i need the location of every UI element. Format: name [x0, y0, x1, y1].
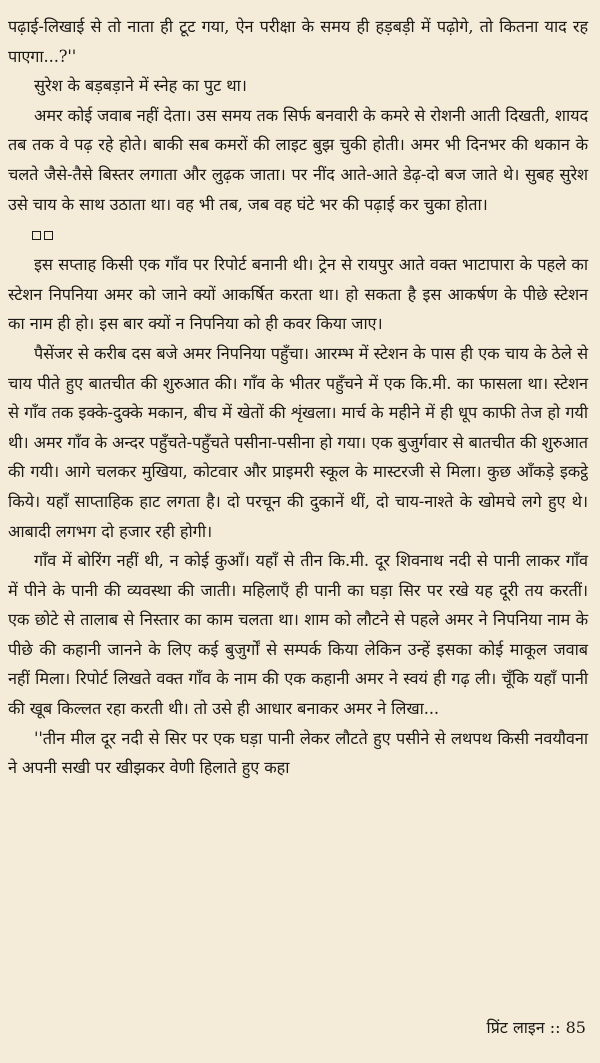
paragraph-3: अमर कोई जवाब नहीं देता। उस समय तक सिर्फ बनवारी के कमरे से रोशनी आती दिखती, शायद तब तक वे पढ़ रहे होते। बाकी सब कमरों की लाइट बुझ चुकी होती। अमर भी दिनभर की थकान के चलते जैसे-तैसे बिस्तर लगाता और लुढ़क जाता। पर नींद आते-आते डेढ़-दो बज जाते थे। सुबह सुरेश उसे चाय के साथ उठाता था। वह भी तब, जब वह घंटे भर की पढ़ाई कर चुका होता। — [8, 105, 588, 214]
paragraph-4: इस सप्ताह किसी एक गाँव पर रिपोर्ट बनानी थी। ट्रेन से रायपुर आते वक्त भाटापारा के पहले का स्टेशन निपनिया अमर को जाने क्यों आकर्षित करता था। हो सकता है इस आकर्षण के पीछे स्टेशन का नाम ही हो। इस बार क्यों न निपनिया को ही कवर किया जाए। — [8, 255, 588, 334]
page-footer-running-head: प्रिंट लाइन :: 85 — [486, 1018, 586, 1037]
square-icon — [32, 231, 41, 240]
paragraph-1: पढ़ाई-लिखाई से तो नाता ही टूट गया, ऐन परीक्षा के समय ही हड़बड़ी में पढ़ोगे, तो कितना याद रह पाएगा...?'' — [8, 17, 588, 66]
paragraph-2: सुरेश के बड़बड़ाने में स्नेह का पुट था। — [34, 76, 247, 96]
paragraph-7: ''तीन मील दूर नदी से सिर पर एक घड़ा पानी लेकर लौटते हुए पसीने से लथपथ किसी नवयौवना ने अपनी सखी पर खीझकर वेणी हिलाते हुए कहा — [8, 728, 588, 778]
square-icon — [44, 231, 53, 240]
paragraph-6: गाँव में बोरिंग नहीं थी, न कोई कुआँ। यहाँ से तीन कि.मी. दूर शिवनाथ नदी से पानी लाकर गाँव में पीने के पानी की व्यवस्था की जाती। महिलाएँ ही पानी का घड़ा सिर पर रखे यह दूरी तय करतीं। एक छोटे से तालाब से निस्तार का काम चलता था। शाम को लौटने से पहले अमर ने निपनिया नाम के पीछे की कहानी जानने के लिए कई बुजुर्गों से सम्पर्क किया लेकिन उन्हें इसका कोई माकूल जवाब नहीं मिला। रिपोर्ट लिखते वक्त गाँव के नाम की एक कहानी अमर ने स्वयं ही गढ़ ली। चूँकि यहाँ पानी की खूब किल्लत रहा करती थी। तो उसे ही आधार बनाकर अमर ने लिखा... — [8, 551, 588, 719]
paragraph-5: पैसेंजर से करीब दस बजे अमर निपनिया पहुँचा। आरम्भ में स्टेशन के पास ही एक चाय के ठेले से चाय पीते हुए बातचीत की शुरुआत की। गाँव के भीतर पहुँचने में एक कि.मी. का फासला था। स्टेशन से गाँव तक इक्के-दुक्के मकान, बीच में खेतों की शृंखला। मार्च के महीने में ही धूप काफी तेज हो गयी थी। अमर गाँव के अन्दर पहुँचते-पहुँचते पसीना-पसीना हो गया। एक बुजुर्गवार से बातचीत की शुरुआत की गयी। आगे चलकर मुखिया, कोटवार और प्राइमरी स्कूल के मास्टरजी से मिला। कुछ आँकड़े इकट्ठे किये। यहाँ साप्ताहिक हाट लगता है। दो परचून की दुकानें थीं, दो चाय-नाश्ते के खोमचे लगे हुए थे। आबादी लगभग दो हजार रही होगी। — [8, 343, 588, 541]
section-break-squares-icon — [32, 221, 588, 249]
